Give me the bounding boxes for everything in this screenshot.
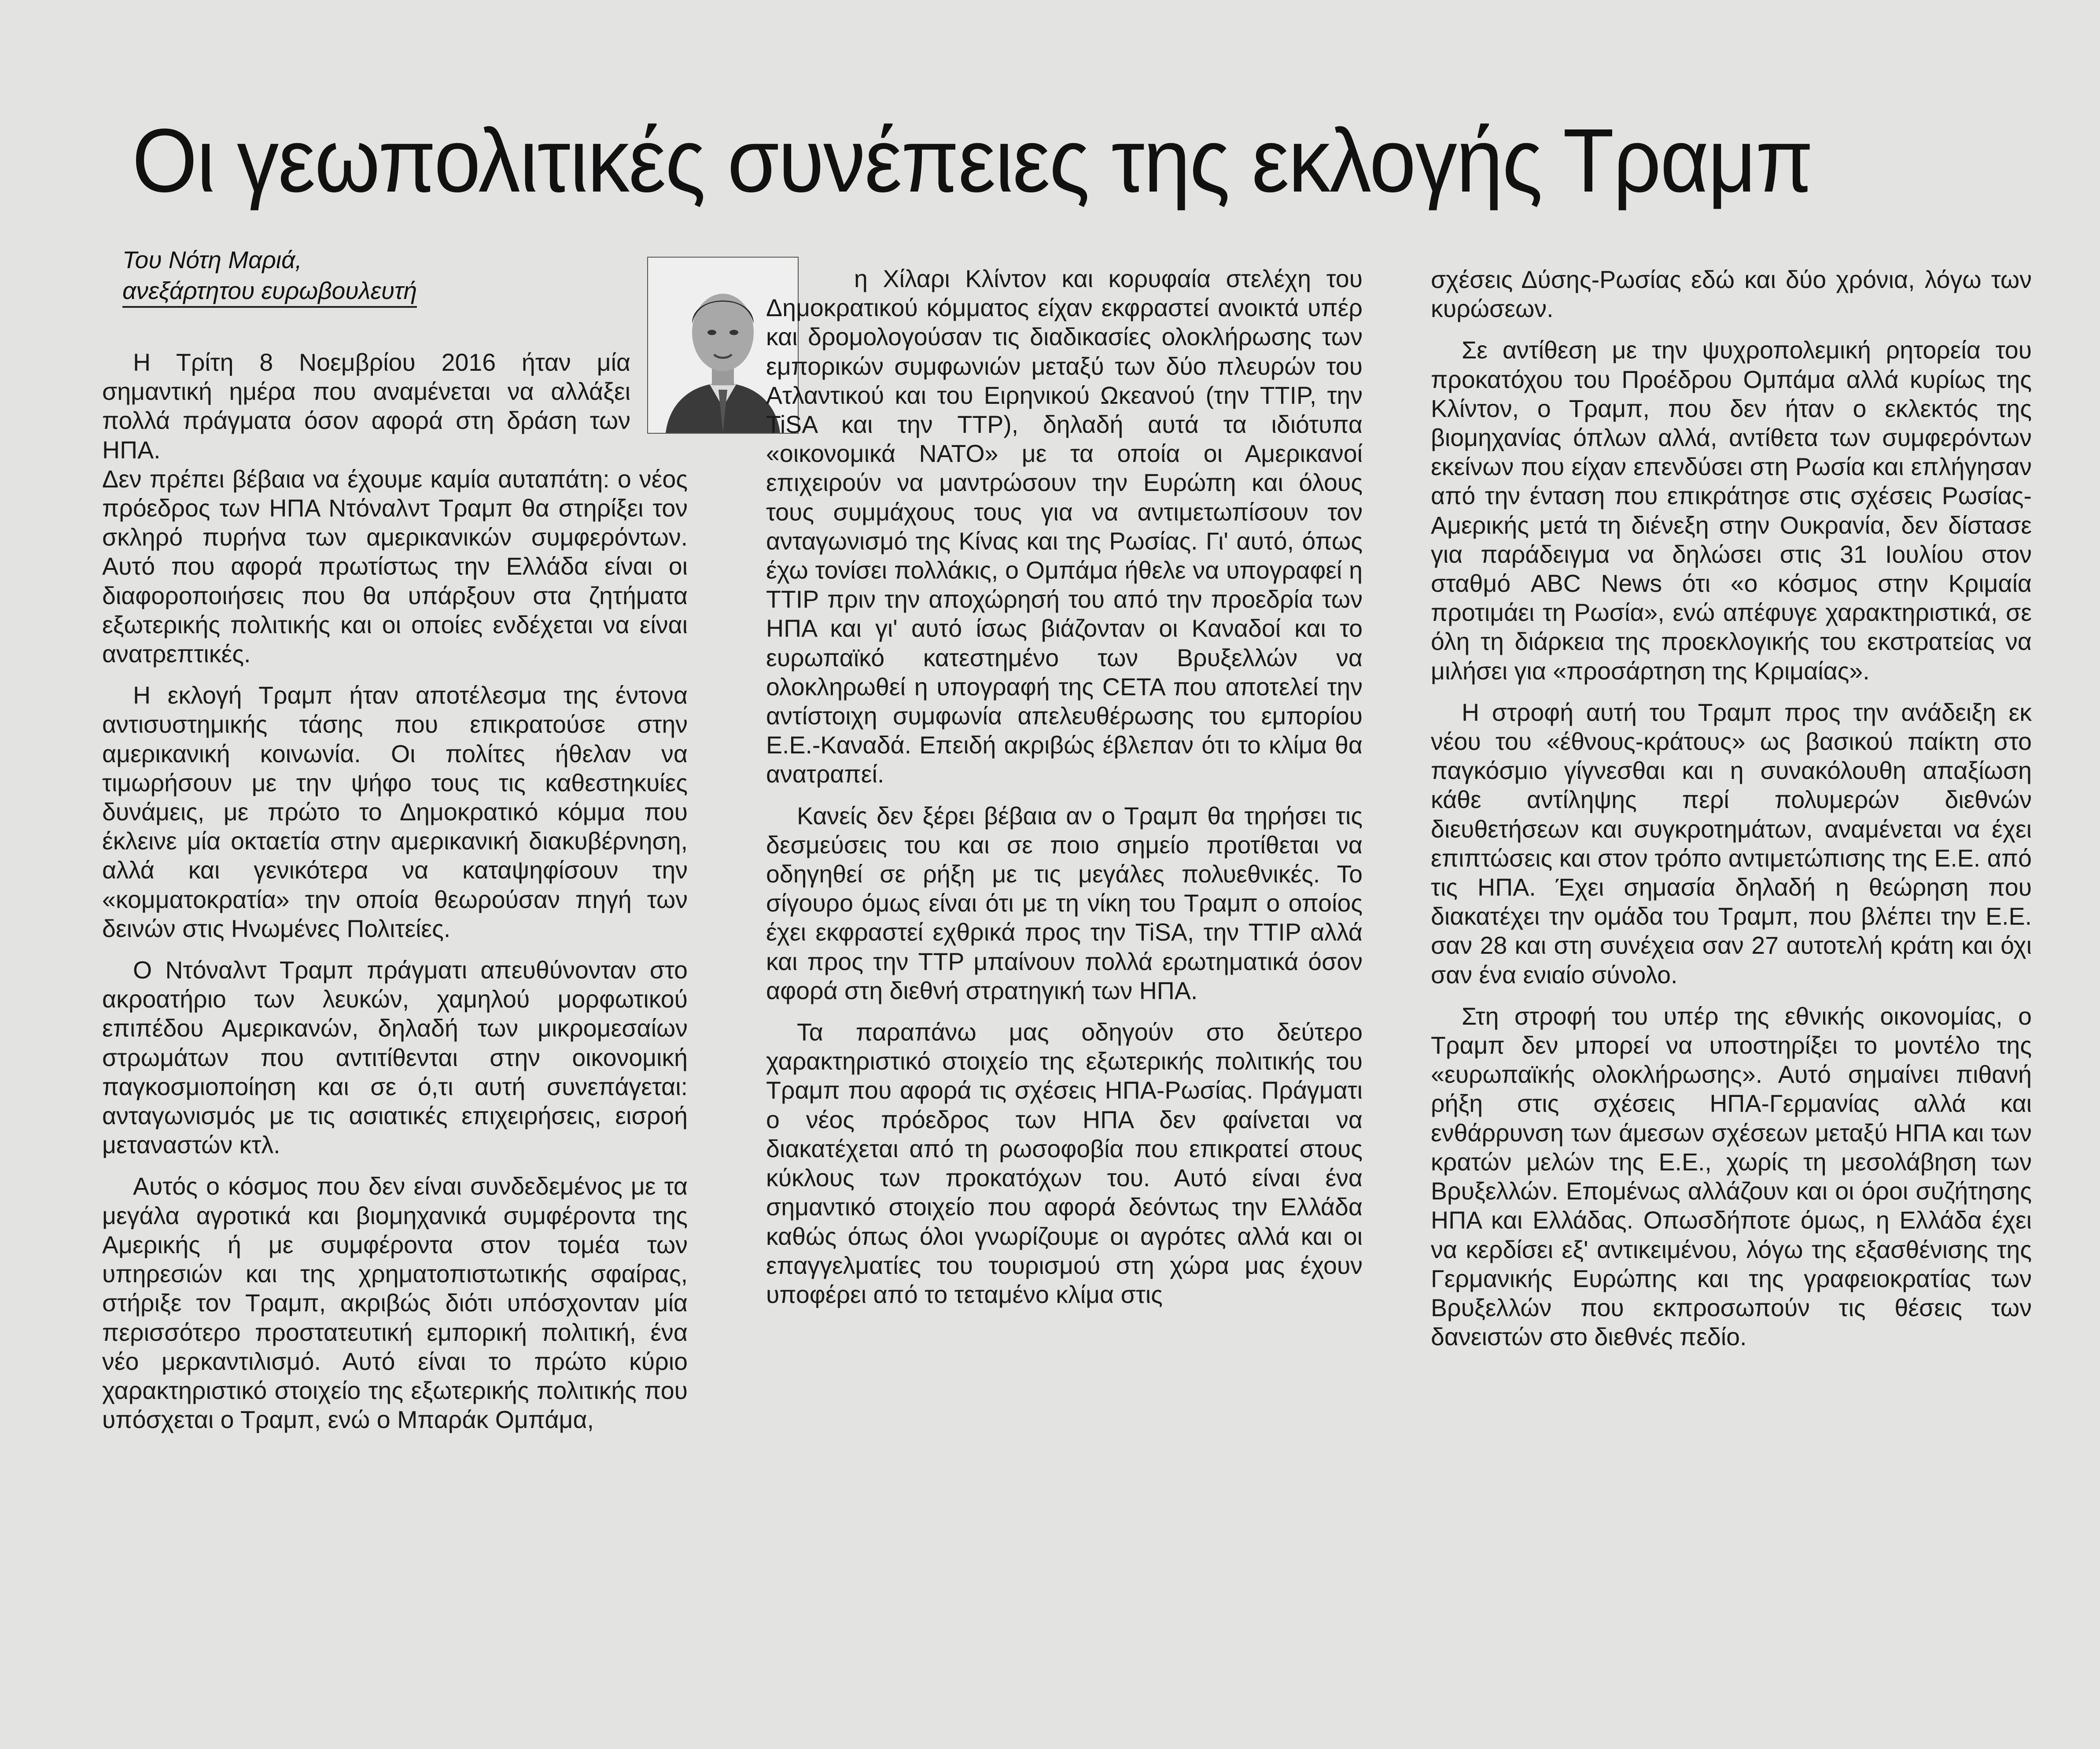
paragraph: Κανείς δεν ξέρει βέβαια αν ο Τραμπ θα τηρήσει τις δεσμεύσεις του και σε ποιο σημείο προτίθεται να οδηγηθεί σε ρήξη με τις μεγάλες πολυεθνικές. Το σίγουρο όμως είναι ότι με τη νίκη του Τραμπ ο οποίος έχει εκφραστεί εχθρικά προς την TiSA, την TTIP αλλά και προς την TTP μπαίνουν πολλά ερωτηματικά όσον αφορά στη διεθνή στρατηγική των ΗΠΑ. <box>766 802 1363 1004</box>
byline-author: Του Νότη Μαριά, <box>122 246 302 273</box>
paragraph: Ο Ντόναλντ Τραμπ πράγματι απευθύνονταν στο ακροατήριο των λευκών, χαμηλού μορφωτικού επιπέδου Αμερικανών, δηλαδή των μικρομεσαίων στρωμάτων που αντιτίθενται στην οικονομική παγκοσμιοποίηση και σε ό,τι αυτή συνεπάγεται: ανταγωνισμός με τις ασιατικές επιχειρήσεις, εισροή μεταναστών κτλ. <box>102 956 688 1159</box>
paragraph: Η εκλογή Τραμπ ήταν αποτέλεσμα της έντονα αντισυστημικής τάσης που επικρατούσε στην αμερικανική κοινωνία. Οι πολίτες ήθελαν να τιμωρήσουν με την ψήφο τους τις καθεστηκυίες δυνάμεις, με πρώτο το Δημοκρατικό κόμμα που έκλεινε μία οκταετία στην αμερικανική διακυβέρνηση, αλλά και γενικότερα να καταψηφίσουν την «κομματοκρατία» την οποία θεωρούσαν πηγή των δεινών στις Ηνωμένες Πολιτείες. <box>102 682 688 942</box>
byline-role: ανεξάρτητου ευρωβουλευτή <box>122 275 417 308</box>
paragraph: Αυτός ο κόσμος που δεν είναι συνδεδεμένος με τα μεγάλα αγροτικά και βιομηχανικά συμφέροντα της Αμερικής ή με συμφέροντα στον τομέα των υπηρεσιών και της χρηματοπιστωτικής σφαίρας, στήριξε τον Τραμπ, ακριβώς διότι υπόσχονταν μία περισσότερο προστατευτική εμπορική πολιτική, ένα νέο μερκαντιλισμό. Αυτό είναι το πρώτο κύριο χαρακτηριστικό στοιχείο της εξωτερικής πολιτικής που υπόσχεται ο Τραμπ, ενώ ο Μπαράκ Ομπάμα, <box>102 1173 688 1434</box>
paragraph: Η Τρίτη 8 Νοεμβρίου 2016 ήταν μία σημαντική ημέρα που αναμένεται να αλλάξει πολλά πράγματα όσον αφορά στη δράση των ΗΠΑ. <box>102 349 630 464</box>
paragraph: Στη στροφή του υπέρ της εθνικής οικονομίας, ο Τραμπ δεν μπορεί να υποστηρίξει το μοντέλο της «ευρωπαϊκής ολοκλήρωσης». Αυτό σημαίνει πιθανή ρήξη στις σχέσεις ΗΠΑ-Γερμανίας αλλά και ενθάρρυνση των άμεσων σχέσεων μεταξύ ΗΠΑ και των κρατών μελών της Ε.Ε., χωρίς τη μεσολάβηση των Βρυξελλών. Επομένως αλλάζουν και οι όροι συζήτησης ΗΠΑ και Ελλάδας. Οπωσδήποτε όμως, η Ελλάδα έχει να κερδίσει εξ' αντικειμένου, λόγω της εξασθένισης της Γερμανικής Ευρώπης και της γραφειοκρατίας των Βρυξελλών που εκπροσωπούν τις θέσεις των δανειστών στο διεθνές πεδίο. <box>1431 1002 2032 1351</box>
paragraph: σχέσεις Δύσης-Ρωσίας εδώ και δύο χρόνια, λόγω των κυρώσεων. <box>1431 266 2032 323</box>
paragraph: Τα παραπάνω μας οδηγούν στο δεύτερο χαρακτηριστικό στοιχείο της εξωτερικής πολιτικής του Τραμπ που αφορά τις σχέσεις ΗΠΑ-Ρωσίας. Πράγματι ο νέος πρόεδρος των ΗΠΑ δεν φαίνεται να διακατέχεται από τη ρωσοφοβία που επικρατεί στους κύκλους των προκατόχων του. Αυτό είναι ένα σημαντικό στοιχείο που αφορά δεόντως την Ελλάδα καθώς όπως όλοι γνωρίζουμε οι αγρότες αλλά και οι επαγγελματίες του τουρισμού στη χώρα μας έχουν υποφέρει από το τεταμένο κλίμα στις <box>766 1018 1363 1308</box>
article-column-3 <box>1431 265 2032 1364</box>
paragraph: Η στροφή αυτή του Τραμπ προς την ανάδειξη εκ νέου του «έθνους-κράτους» ως βασικού παίκτη στο παγκόσμιο γίγνεσθαι και η συνακόλουθη απαξίωση κάθε αντίληψης περί πολυμερών διεθνών διευθετήσεων και συγκροτημάτων, αναμένεται να έχει επιπτώσεις και στον τρόπο αντιμετώπισης της Ε.Ε. από τις ΗΠΑ. Έχει σημασία δηλαδή η θεώρηση που διακατέχει την ομάδα του Τραμπ, που βλέπει την Ε.Ε. σαν 28 και στη συνέχεια σαν 27 αυτοτελή κράτη και όχι σαν ένα ενιαίο σύνολο. <box>1431 698 2032 989</box>
paragraph: Δεν πρέπει βέβαια να έχουμε καμία αυταπάτη: ο νέος πρόεδρος των ΗΠΑ Ντόναλντ Τραμπ θα στηρίξει τον σκληρό πυρήνα των αμερικανικών συμφερόντων. Αυτό που αφορά πρωτίστως την Ελλάδα είναι οι διαφοροποιήσεις που θα υπάρξουν στα ζητήματα εξωτερικής πολιτικής και οι οποίες ενδέχεται να είναι ανατρεπτικές. <box>102 465 688 668</box>
headline: Οι γεωπολιτικές συνέπειες της εκλογής Τραμπ <box>132 110 1813 211</box>
paragraph: η Χίλαρι Κλίντον και κορυφαία στελέχη του Δημοκρατικού κόμματος είχαν εκφραστεί ανοικτά υπέρ και δρομολογούσαν τις διαδικασίες ολοκλήρωσης των εμπορικών συμφωνιών μεταξύ των δύο πλευρών του Ατλαντικού και του Ειρηνικού Ωκεανού (την TTIP, την TiSA και την TTP), δηλαδή αυτά τα ιδιότυπα «οικονομικά ΝΑΤΟ» με τα οποία οι Αμερικανοί επιχειρούν να μαντρώσουν την Ευρώπη και όλους τους συμμάχους τους για να αντιμετωπίσουν τον ανταγωνισμό της Κίνας και της Ρωσίας. Γι' αυτό, όπως έχω τονίσει πολλάκις, ο Ομπάμα ήθελε να υπογραφεί η TTIP πριν την αποχώρησή του από την προεδρία των ΗΠΑ και γι' αυτό ίσως βιάζονταν οι Καναδοί και το ευρωπαϊκό κατεστημένο των Βρυξελλών να ολοκληρωθεί η υπογραφή της CETA που αποτελεί την αντίστοιχη συμφωνία απελευθέρωσης του εμπορίου Ε.Ε.-Καναδά. Επειδή ακριβώς έβλεπαν ότι το κλίμα θα ανατραπεί. <box>766 265 1363 788</box>
paragraph: Σε αντίθεση με την ψυχροπολεμική ρητορεία του προκατόχου του Προέδρου Ομπάμα αλλά κυρίως της Κλίντον, ο Τραμπ, που δεν ήταν ο εκλεκτός της βιομηχανίας όπλων αλλά, αντίθετα των συμφερόντων εκείνων που είχαν επενδύσει στη Ρωσία και επλήγησαν από την ένταση που επικράτησε στις σχέσεις Ρωσίας-Αμερικής μετά τη διένεξη στην Ουκρανία, δεν δίστασε για παράδειγμα να δηλώσει στις 31 Ιουλίου στον σταθμό ABC News ότι «ο κόσμος στην Κριμαία προτιμάει τη Ρωσία», ενώ απέφυγε χαρακτηριστικά, σε όλη τη διάρκεια της προεκλογικής του εκστρατείας να μιλήσει για «προσάρτηση της Κριμαίας». <box>1431 336 2032 685</box>
article-column-1 <box>102 251 688 1446</box>
article-column-2 <box>766 264 1363 1321</box>
